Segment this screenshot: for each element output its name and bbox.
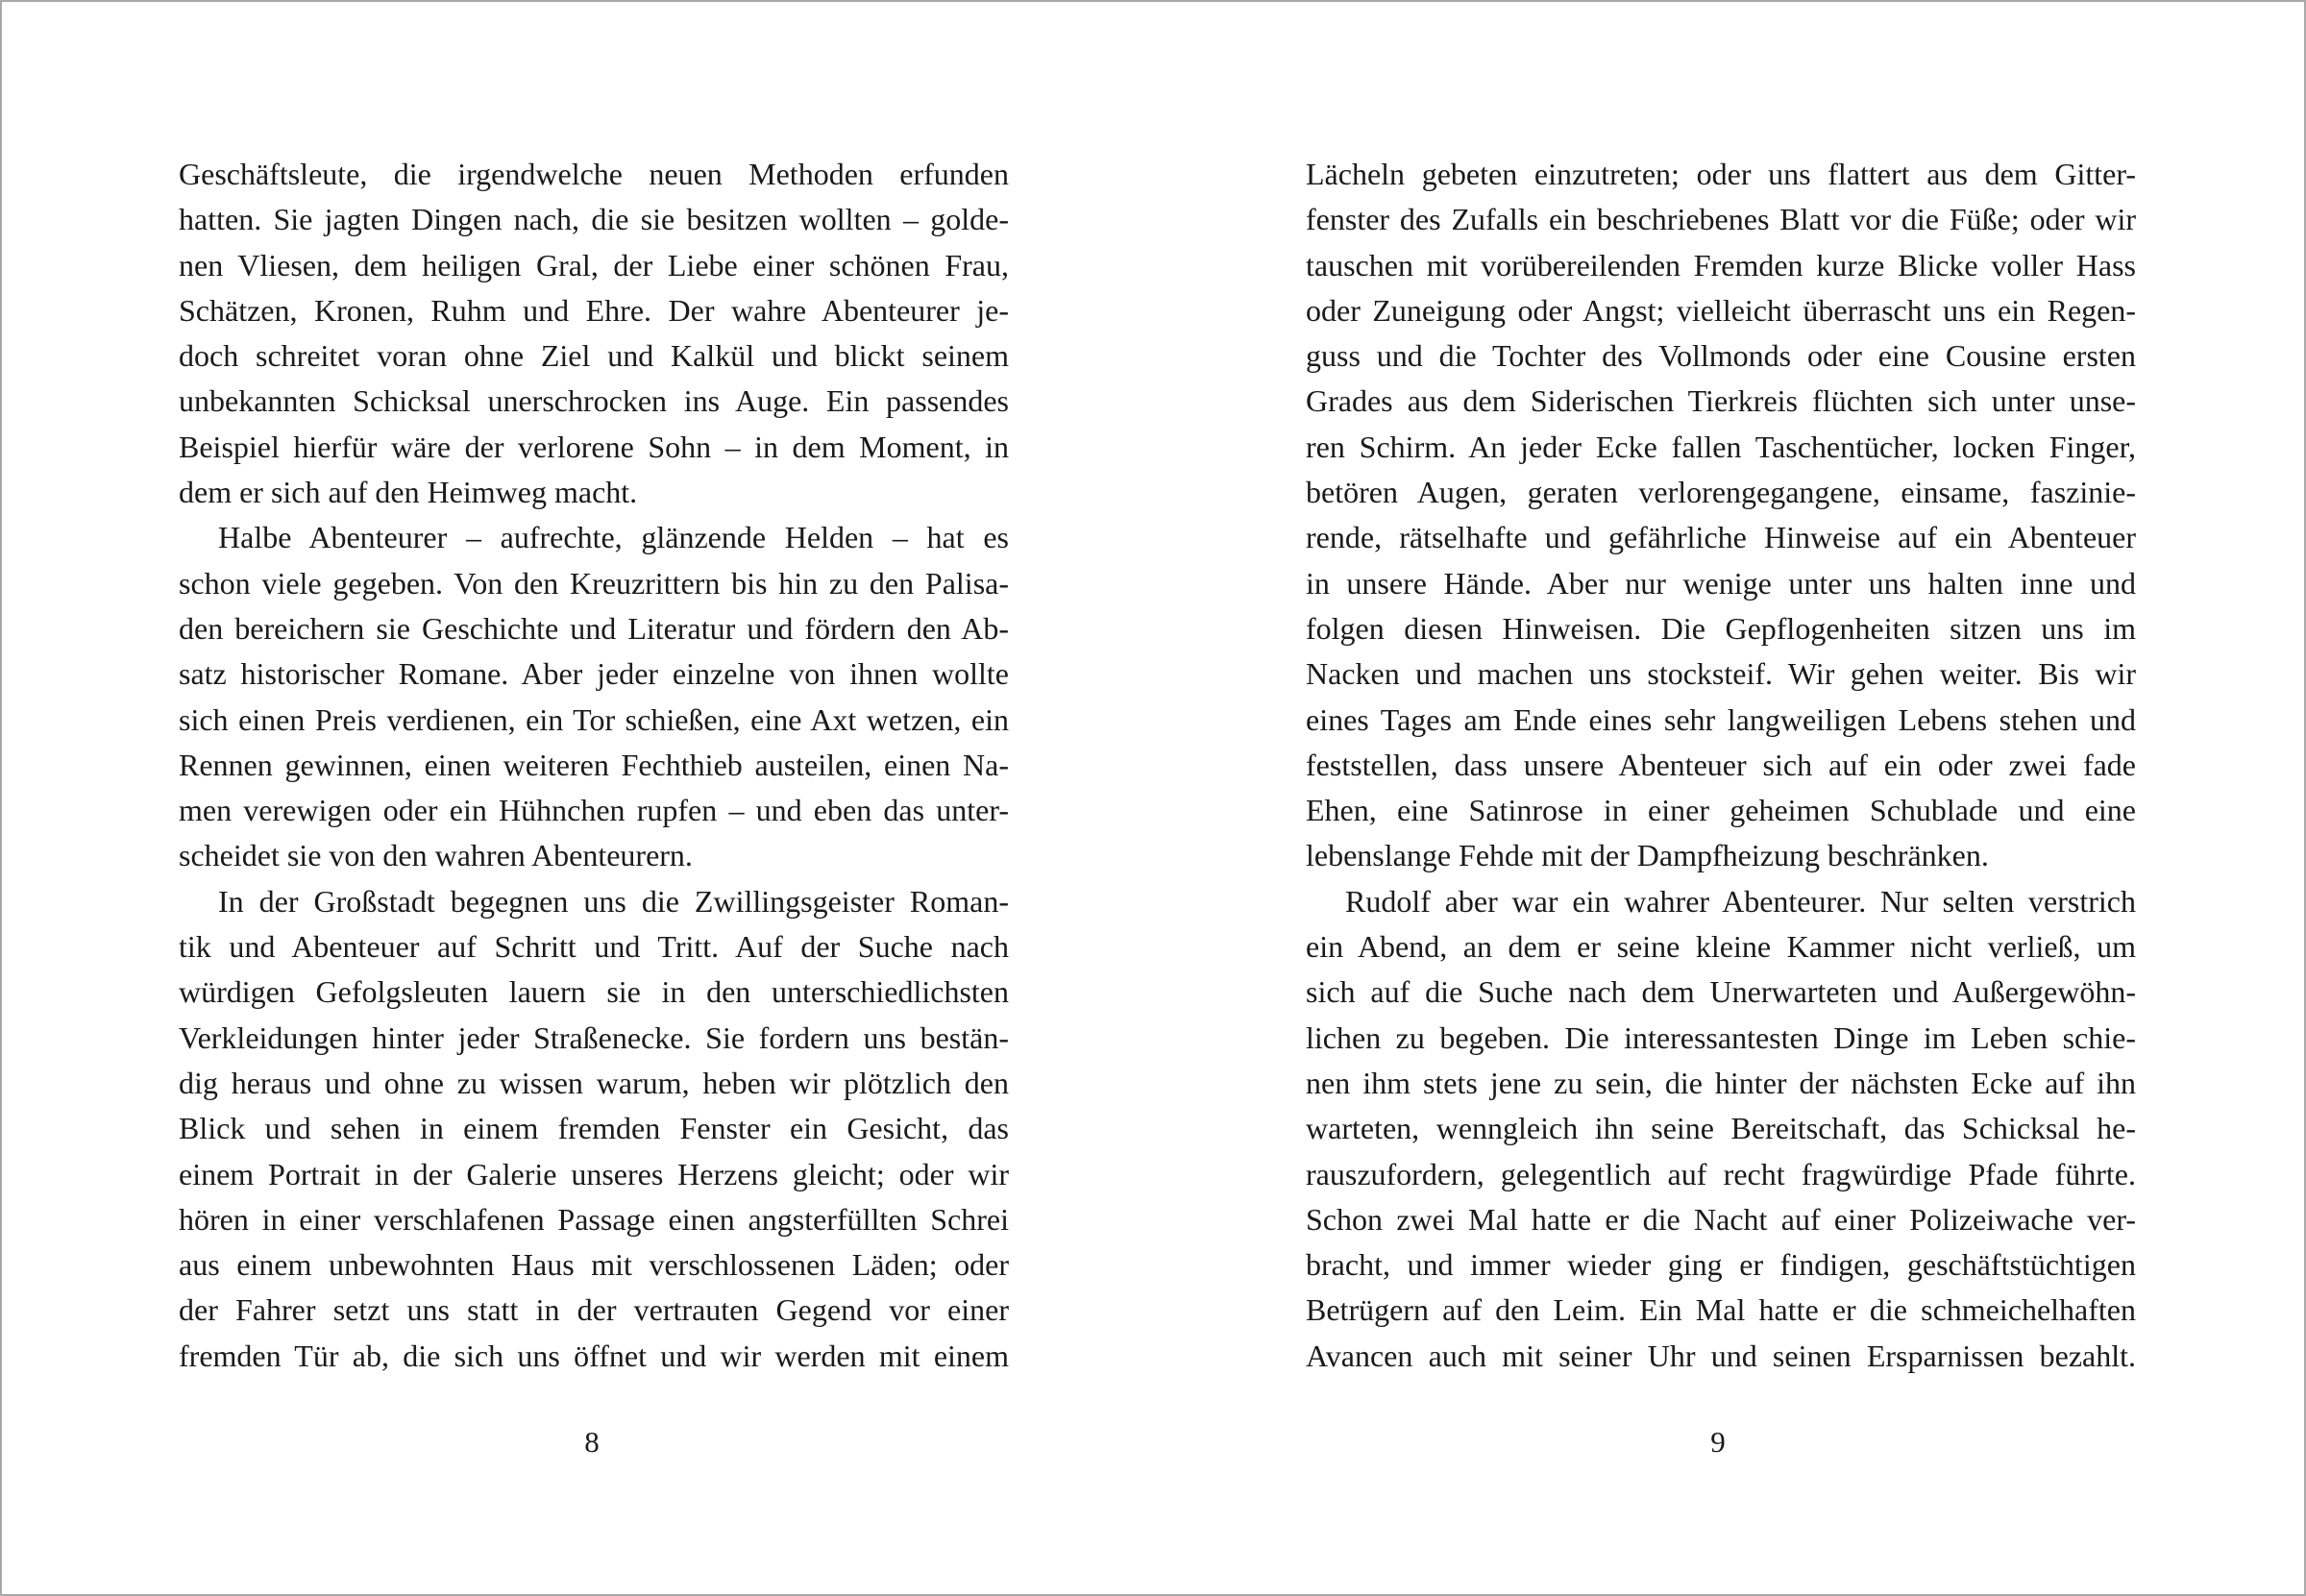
text-line: tauschen mit vorübereilenden Fremden kurze Blicke voller Hass [1306,247,2136,282]
text-line: würdigen Gefolgsleuten lauern sie in den unterschiedlichsten [179,974,1009,1010]
text-line: oder Zuneigung oder Angst; vielleicht überrascht uns ein Regen- [1306,292,2136,328]
text-line: sich einen Preis verdienen, ein Tor schießen, eine Axt wetzen, ein [179,701,1009,737]
text-line: Lächeln gebeten einzutreten; oder uns flattert aus dem Gitter- [1306,157,2136,191]
text-line: nen Vliesen, dem heiligen Gral, der Liebe einer schönen Frau, [179,247,1009,282]
text-line: betören Augen, geraten verlorengegangene, einsame, faszinie- [1306,475,2136,510]
text-line: warteten, wenngleich ihn seine Bereitschaft, das Schicksal he- [1306,1111,2136,1146]
text-line: lebenslange Fehde mit der Dampfheizung beschränken. [1306,838,1989,873]
text-line: aus einem unbewohnten Haus mit verschlossenen Läden; oder [179,1247,1009,1283]
paragraph [179,515,1009,878]
text-line: Blick und sehen in einem fremden Fenster ein Gesicht, das [179,1111,1009,1146]
text-line: der Fahrer setzt uns statt in der vertrauten Gegend vor einer [179,1292,1009,1328]
text-line: hören in einer verschlafenen Passage einen angsterfüllten Schrei [179,1201,1009,1237]
paragraph [179,879,1009,1379]
text-line: Nacken und machen uns stocksteif. Wir gehen weiter. Bis wir [1306,656,2136,692]
page-number-left: 8 [584,1425,600,1459]
text-line: lichen zu begeben. Die interessantesten Dinge im Leben schie- [1306,1019,2136,1055]
text-line: eines Tages am Ende eines sehr langweiligen Lebens stehen und [1306,701,2136,737]
text-line: folgen diesen Hinweisen. Die Gepflogenheiten sitzen uns im [1306,610,2136,646]
text-line: Betrügern auf den Leim. Ein Mal hatte er die schmeichelhaften [1306,1292,2136,1328]
text-line: Ehen, eine Satinrose in einer geheimen Schublade und eine [1306,793,2136,828]
text-line: dem er sich auf den Heimweg macht. [179,475,638,510]
text-line: doch schreitet voran ohne Ziel und Kalkül und blickt seinem [179,338,1009,374]
text-line: Schon zwei Mal hatte er die Nacht auf einer Polizeiwache ver- [1306,1201,2136,1237]
text-line: Avancen auch mit seiner Uhr und seinen Ersparnissen bezahlt. [1306,1338,2136,1373]
text-line: satz historischer Romane. Aber jeder einzelne von ihnen wollte [179,656,1009,692]
text-line: sich auf die Suche nach dem Unerwarteten und Außergewöhn- [1306,974,2136,1010]
text-line: fremden Tür ab, die sich uns öffnet und wir werden mit einem [179,1338,1009,1373]
page-number-right: 9 [1710,1425,1726,1459]
text-line: scheidet sie von den wahren Abenteurern. [179,838,693,873]
text-line: den bereichern sie Geschichte und Literatur und fördern den Ab- [179,610,1009,646]
text-line: Halbe Abenteurer – aufrechte, glänzende Helden – hat es [218,520,1009,555]
text-line: bracht, und immer wieder ging er findigen, geschäftstüchtigen [1306,1247,2136,1283]
text-line: Grades aus dem Siderischen Tierkreis flüchten sich unter unse- [1306,383,2136,419]
text-line: tik und Abenteuer auf Schritt und Tritt. Auf der Suche nach [179,929,1009,965]
text-line: nen ihm stets jene zu sein, die hinter der nächsten Ecke auf ihn [1306,1065,2136,1100]
right-page [1306,152,2136,1379]
text-line: schon viele gegeben. Von den Kreuzrittern bis hin zu den Palisa- [179,565,1009,601]
text-line: men verewigen oder ein Hühnchen rupfen – und eben das unter- [179,793,1009,828]
text-line: einem Portrait in der Galerie unseres Herzens gleicht; oder wir [179,1156,1009,1191]
text-line: Rennen gewinnen, einen weiteren Fechthieb austeilen, einen Na- [179,747,1009,782]
text-line: In der Großstadt begegnen uns die Zwillingsgeister Roman- [218,883,1009,919]
paragraph [1306,152,2136,879]
paragraph [1306,879,2136,1379]
text-line: Verkleidungen hinter jeder Straßenecke. Sie fordern uns bestän- [179,1019,1009,1055]
text-line: feststellen, dass unsere Abenteuer sich auf ein oder zwei fade [1306,747,2136,782]
text-line: hatten. Sie jagten Dingen nach, die sie besitzen wollten – golde- [179,202,1009,237]
text-line: rauszufordern, gelegentlich auf recht fragwürdige Pfade führte. [1306,1156,2136,1191]
text-line: Geschäftsleute, die irgendwelche neuen Methoden erfunden [179,157,1009,191]
paragraph [179,152,1009,515]
text-line: guss und die Tochter des Vollmonds oder eine Cousine ersten [1306,338,2136,374]
text-line: rende, rätselhafte und gefährliche Hinweise auf ein Abenteuer [1306,520,2136,555]
text-line: fenster des Zufalls ein beschriebenes Blatt vor die Füße; oder wir [1306,202,2136,237]
text-line: Rudolf aber war ein wahrer Abenteurer. Nur selten verstrich [1345,883,2136,919]
text-line: in unsere Hände. Aber nur wenige unter uns halten inne und [1306,565,2136,601]
text-line: Beispiel hierfür wäre der verlorene Sohn – in dem Moment, in [179,429,1009,464]
text-line: ein Abend, an dem er seine kleine Kammer nicht verließ, um [1306,929,2136,965]
text-line: ren Schirm. An jeder Ecke fallen Taschentücher, locken Finger, [1306,429,2136,464]
text-line: Schätzen, Kronen, Ruhm und Ehre. Der wahre Abenteurer je- [179,292,1009,328]
text-line: dig heraus und ohne zu wissen warum, heben wir plötzlich den [179,1065,1009,1100]
text-line: unbekannten Schicksal unerschrocken ins Auge. Ein passendes [179,383,1009,419]
left-page [179,152,1009,1379]
